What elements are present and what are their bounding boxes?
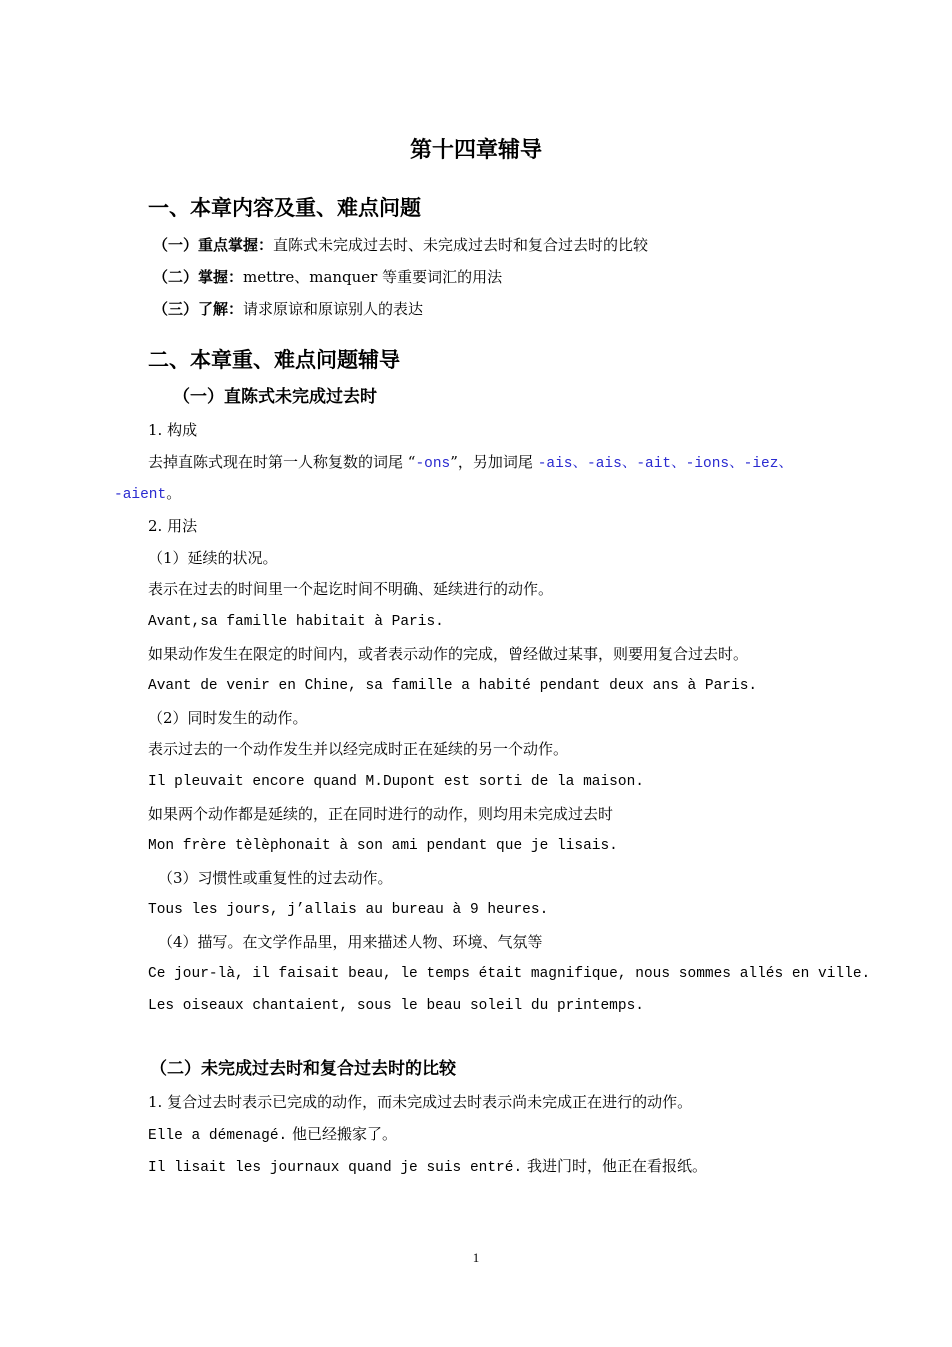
usage-2-title: （2）同时发生的动作。 — [148, 709, 308, 727]
formation-text-cont — [114, 483, 181, 505]
item-text: 直陈式未完成过去时、未完成过去时和复合过去时的比较 — [273, 236, 649, 254]
usage-1-example-1: Avant,sa famille habitait à Paris. — [148, 614, 444, 630]
item-label: （三）了解： — [153, 300, 244, 318]
usage-2-desc: 表示过去的一个动作发生并以经完成时正在延续的另一个动作。 — [148, 740, 569, 758]
usage-3-example: Tous les jours, j’allais au bureau à 9 heures. — [148, 902, 549, 918]
section2-heading: 二、本章重、难点问题辅导 — [148, 348, 400, 372]
page-title: 第十四章辅导 — [409, 138, 542, 163]
formation-endings-2: -aient — [114, 487, 167, 503]
section1-item-1 — [153, 235, 648, 255]
formation-end: 。 — [166, 484, 182, 502]
usage-2-example-1: Il pleuvait encore quand M.Dupont est sorti de la maison. — [148, 774, 644, 790]
example-fr: Il lisait les journaux quand je suis entré. — [148, 1160, 523, 1176]
usage-2-example-2: Mon frère tèlèphonait à son ami pendant que je lisais. — [148, 838, 618, 854]
section1-heading: 一、本章内容及重、难点问题 — [148, 196, 421, 220]
usage-4-example-1: Ce jour-là, il faisait beau, le temps était magnifique, nous sommes allés en ville. — [148, 966, 871, 982]
subsection2-heading: （二）未完成过去时和复合过去时的比较 — [150, 1059, 456, 1079]
usage-4-title: （4）描写。在文学作品里，用来描述人物、环境、气氛等 — [158, 933, 543, 951]
comparison-example-2 — [148, 1156, 707, 1178]
example-zh: 他已经搬家了。 — [292, 1125, 398, 1143]
comparison-point-1: 1. 复合过去时表示已完成的动作，而未完成过去时表示尚未完成正在进行的动作。 — [148, 1093, 693, 1111]
usage-title: 2. 用法 — [148, 517, 198, 535]
section1-item-2 — [153, 267, 502, 287]
item-label: （二）掌握： — [153, 268, 244, 286]
formation-title: 1. 构成 — [148, 421, 198, 439]
usage-2-note: 如果两个动作都是延续的，正在同时进行的动作，则均用未完成过去时 — [148, 805, 614, 823]
page-number: 1 — [472, 1250, 480, 1265]
formation-text-b: ”，另加词尾 — [450, 453, 538, 471]
example-fr: Elle a démenagé. — [148, 1128, 288, 1144]
usage-4-example-2: Les oiseaux chantaient, sous le beau soleil du printemps. — [148, 998, 644, 1014]
usage-3-title: （3）习惯性或重复性的过去动作。 — [158, 869, 393, 887]
section1-item-3 — [153, 299, 423, 319]
example-zh: 我进门时，他正在看报纸。 — [526, 1157, 707, 1175]
formation-text — [148, 452, 793, 474]
formation-endings: -ais、-ais、-ait、-ions、-iez、 — [537, 456, 793, 472]
comparison-example-1 — [148, 1124, 397, 1146]
item-text: mettre、manquer 等重要词汇的用法 — [243, 268, 503, 286]
item-text: 请求原谅和原谅别人的表达 — [243, 300, 424, 318]
usage-1-desc: 表示在过去的时间里一个起讫时间不明确、延续进行的动作。 — [148, 580, 554, 598]
formation-text-a: 去掉直陈式现在时第一人称复数的词尾 “ — [148, 453, 416, 471]
subsection1-heading: （一）直陈式未完成过去时 — [173, 387, 377, 407]
usage-1-note: 如果动作发生在限定的时间内，或者表示动作的完成，曾经做过某事，则要用复合过去时。 — [148, 645, 749, 663]
usage-1-title: （1）延续的状况。 — [148, 549, 278, 567]
formation-ons: -ons — [415, 456, 451, 472]
item-label: （一）重点掌握： — [153, 236, 274, 254]
usage-1-example-2: Avant de venir en Chine, sa famille a habité pendant deux ans à Paris. — [148, 678, 758, 694]
